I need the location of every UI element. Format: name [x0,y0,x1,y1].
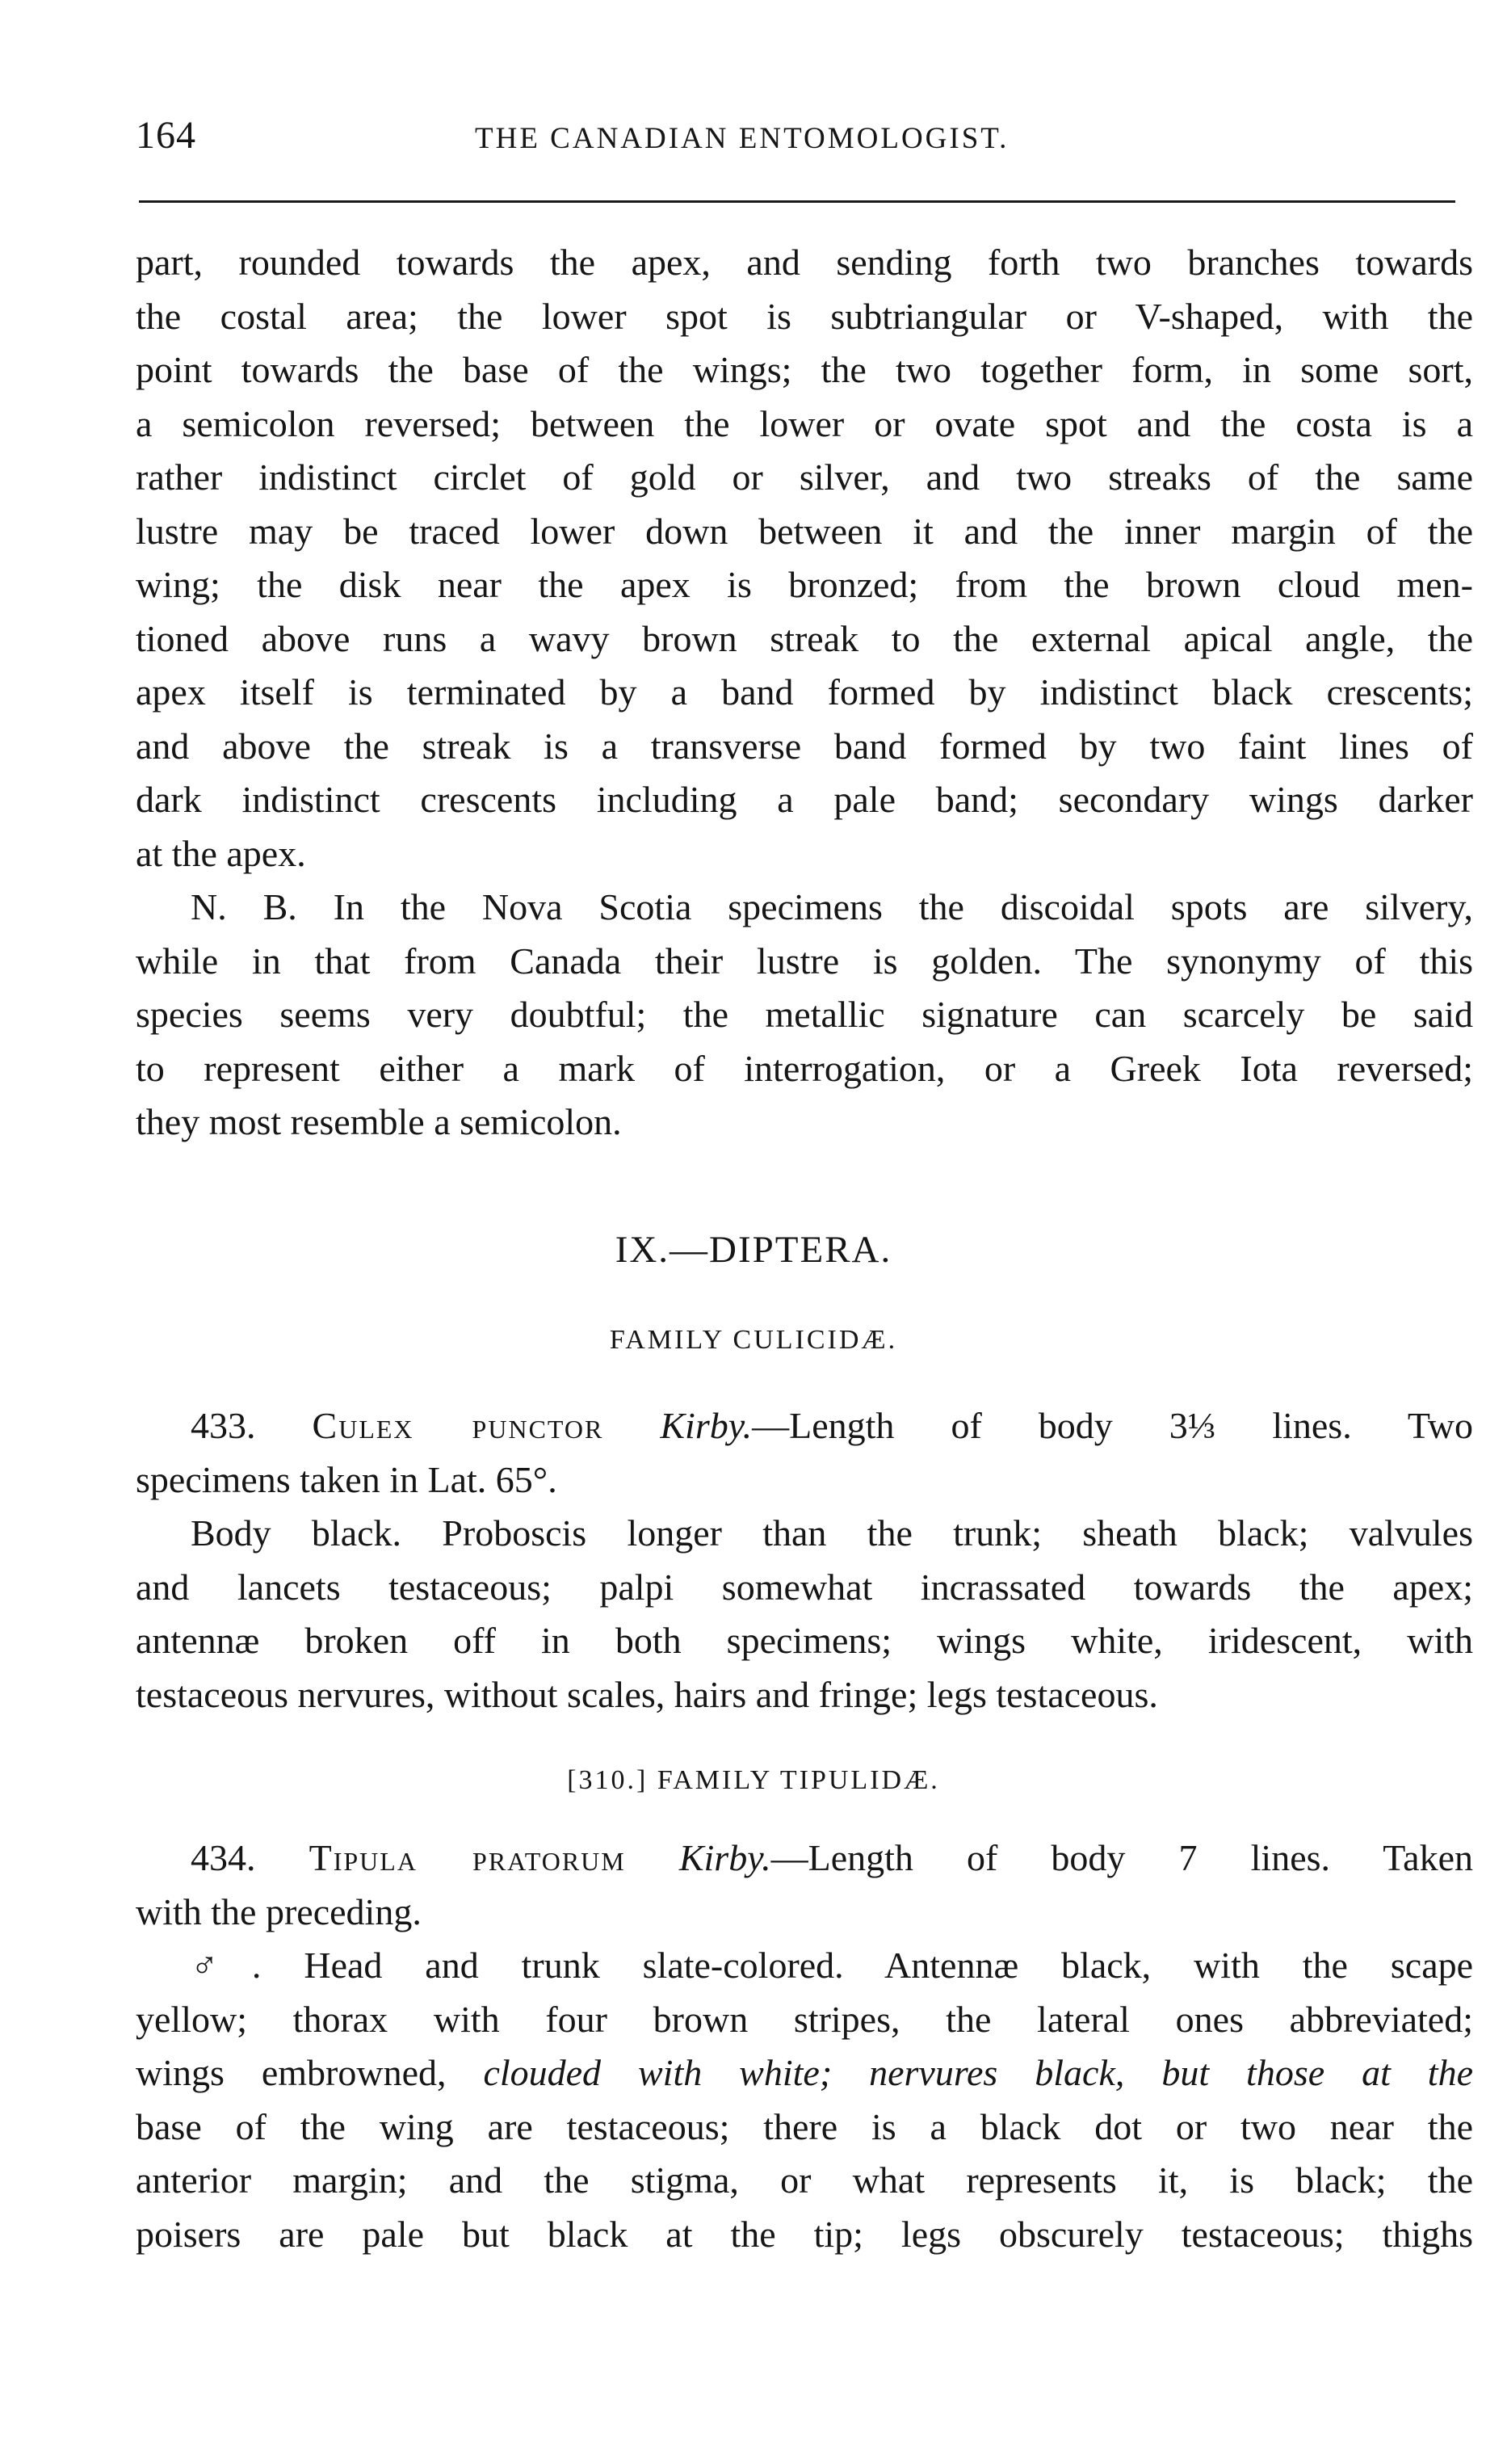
text-line: lustre may be traced lower down between it and the inner margin of the [136,510,1473,552]
entry-length: —Length of body 7 lines. Taken [770,1837,1473,1878]
text-line: yellow; thorax with four brown stripes, the lateral ones abbreviated; [136,1998,1473,2040]
entry-434 [136,1831,1473,2261]
description-italic: clouded with white; nervures black, but those at the [483,2052,1473,2093]
entry-433 [136,1399,1473,1722]
note-line: they most resemble a semicolon. [136,1101,622,1142]
page-header [136,113,1473,162]
text-line: wing; the disk near the apex is bronzed; from the brown cloud men- [136,564,1473,605]
text-line: at the apex. [136,832,306,874]
entry-number: 434. [191,1837,256,1878]
description-text: wings embrowned, [136,2052,447,2093]
section-heading: IX.—DIPTERA. [615,1229,892,1271]
note-line: while in that from Canada their lustre is golden. The synonymy of this [136,940,1473,982]
species-author: Kirby. [660,1405,753,1446]
entry-title-line [136,1399,1473,1453]
text-line: and above the streak is a transverse band formed by two faint lines of [136,725,1473,767]
description-text: Head and trunk slate-colored. Antennæ black, with the scape [304,1945,1473,1986]
page-number: 164 [136,114,196,157]
text-line: dark indistinct crescents including a pale band; secondary wings darker [136,779,1473,820]
text-line: a semicolon reversed; between the lower or ovate spot and the costa is a [136,402,1473,444]
text-line: the costal area; the lower spot is subtriangular or V-shaped, with the [136,295,1473,337]
family-heading-tipulidae: [310.] FAMILY TIPULIDÆ. [567,1765,940,1795]
species-name: Culex punctor [312,1405,604,1446]
text-line: Body black. Proboscis longer than the trunk; sheath black; valvules [191,1512,1473,1554]
entry-number: 433. [191,1405,256,1446]
text-line: testaceous nervures, without scales, hairs and fringe; legs testaceous. [136,1673,1158,1715]
text-line: tioned above runs a wavy brown streak to the external apical angle, the [136,617,1473,659]
text-line: and lancets testaceous; palpi somewhat incrassated towards the apex; [136,1566,1473,1608]
note-line: N. B. In the Nova Scotia specimens the discoidal spots are silvery, [191,886,1473,927]
species-author: Kirby. [678,1837,771,1878]
text-line: anterior margin; and the stigma, or what represents it, is black; the [136,2159,1473,2201]
text-line: poisers are pale but black at the tip; legs obscurely testaceous; thighs [136,2213,1473,2255]
entry-length: —Length of body 3⅓ lines. Two [752,1405,1473,1446]
text-line: part, rounded towards the apex, and sending forth two branches towards [136,242,1473,283]
text-line: point towards the base of the wings; the two together form, in some sort, [136,349,1473,390]
text-line: with the preceding. [136,1890,422,1932]
header-rule [139,200,1455,203]
family-heading-culicidae: FAMILY CULICIDÆ. [609,1325,898,1355]
running-title: THE CANADIAN ENTOMOLOGIST. [475,122,1010,155]
species-name: Tipula pratorum [309,1837,626,1878]
text-line [136,2046,1473,2100]
male-sign-icon: ♂. [191,1945,262,1986]
text-line [136,1939,1473,1993]
text-line: antennæ broken off in both specimens; wings white, iridescent, with [136,1620,1473,1661]
note-line: to represent either a mark of interrogation, or a Greek Iota reversed; [136,1047,1473,1089]
note-line: species seems very doubtful; the metallic signature can scarcely be said [136,994,1473,1035]
text-line: base of the wing are testaceous; there is a black dot or two near the [136,2105,1473,2147]
entry-title-line [136,1831,1473,1886]
continued-description [136,236,1473,1150]
text-line: specimens taken in Lat. 65°. [136,1458,557,1500]
text-line: rather indistinct circlet of gold or silver, and two streaks of the same [136,456,1473,498]
text-line: apex itself is terminated by a band formed by indistinct black crescents; [136,671,1473,713]
